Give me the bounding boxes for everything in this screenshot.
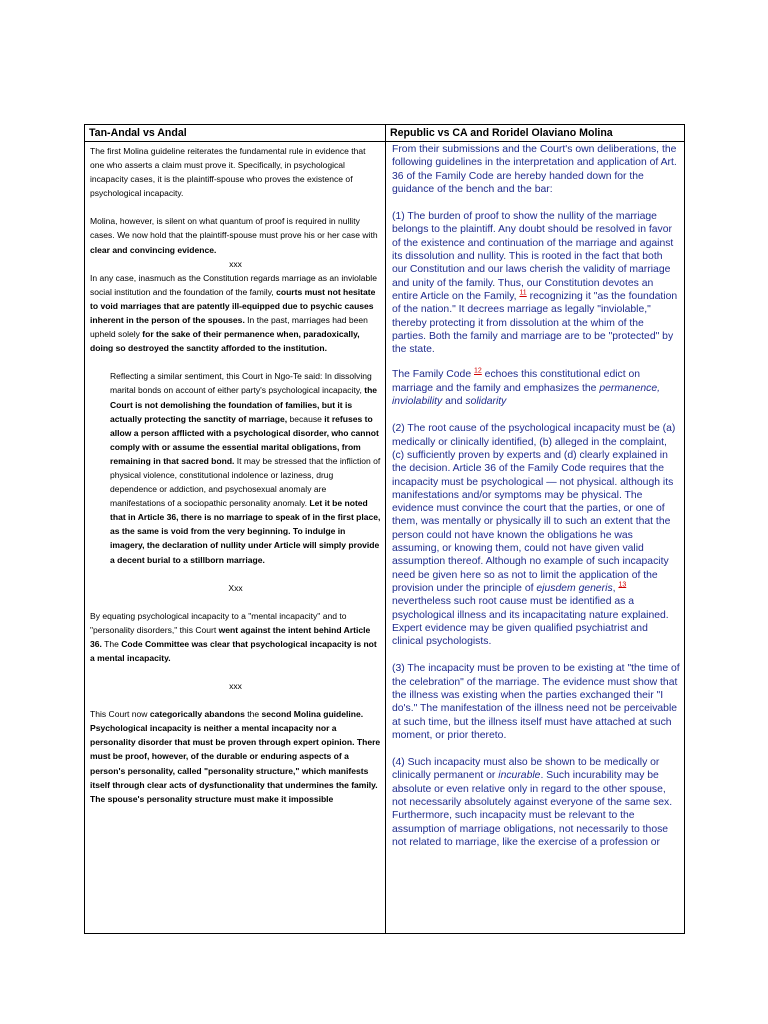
text-run: This Court now (90, 709, 150, 720)
italic-run: solidarity (465, 396, 507, 408)
bold-run: courts must not hesitate to void marriages that are patently ill-equipped due to psychic causes inherent in the person of the spouses. (90, 286, 376, 326)
text-run: the (244, 709, 262, 720)
bold-run: it refuses to allow a person afflicted with a psychological disorder, who cannot comply with or assume the essential marital obligations, from remaining in that sacred bond. (110, 413, 379, 466)
guideline-2 (392, 422, 680, 648)
bold-run: Let it be noted that in Article 36, there is no marriage to speak of in the first place, as the same is void from the very beginning. To indulge in imagery, the declaration of nullity under Article will simply provide a decent burial to a stillborn marriage. (110, 498, 381, 565)
left-column-body (85, 142, 386, 933)
separator-xxx-1: xxx (229, 258, 242, 269)
text-run: echoes this constitutional edict on marriage and the family and emphasizes the (392, 369, 641, 394)
text-run: The (101, 638, 122, 649)
text-run: , (612, 582, 619, 594)
footnote-13-link[interactable]: 13 (618, 581, 627, 589)
text-run: and (442, 396, 466, 408)
text-run: Reflecting a similar sentiment, this Court in Ngo-Te said: In dissolving marital bonds on account of either party's psychological incapacity, (110, 371, 372, 396)
bold-run: categorically abandons (149, 709, 245, 720)
italic-run: permanence, inviolability (392, 382, 661, 408)
italic-run: incurable (498, 770, 541, 782)
text-run: Molina, however, is silent on what quantum of proof is required in nullity cases. We now hold that the plaintiff-spouse must prove his or her case with (90, 216, 378, 241)
separator-xxx-3: xxx (229, 681, 242, 692)
text-run: nevertheless such root cause must be identified as a psychological illness and its incapacitating nature explained. Expert evidence may be given qualified psychiatrist and clinical psychologists. (392, 596, 669, 648)
separator-xxx-2: Xxx (228, 582, 243, 593)
right-column-header: Republic vs CA and Roridel Olaviano Molina (386, 125, 684, 142)
text-run: By equating psychological incapacity to a "mental incapacity" and to "personality disorders," this Court (90, 610, 347, 635)
left-quote-ngo-te (90, 369, 381, 566)
text-run: (1) The burden of proof to show the nullity of the marriage belongs to the plaintiff. Any doubt should be resolved in favor of the existence and continuation of the marriage and against its dissolution and nullity. This is rooted in the fact that both our Constitution and our laws cherish the validity of marriage and unity of the family. Thus, our Constitution devotes an entire Article on the Family, (392, 211, 674, 302)
guideline-4 (392, 756, 680, 849)
bold-run: went against the intent behind Article 36. (90, 624, 371, 649)
bold-run: for the sake of their permanence when, paradoxically, doing so destroyed the sanctity afforded to the institution. (90, 329, 360, 354)
text-run: . Such incurability may be absolute or even relative only in regard to the other spouse, not necessarily absolutely against everyone of the same sex. Furthermore, such incapacity must be relevant to the assumption of marriage obligations, not necessarily to those not related to marriage, like the exercise of a profession or (392, 770, 673, 848)
family-code-paragraph (392, 368, 680, 408)
bold-run: second Molina guideline. Psychological incapacity is neither a mental incapacity nor a personality disorder that must be proven through expert opinion. There must be proof, however, of the durable or enduring aspects of a person's personality, called "personality structure," which manifests itself through clear acts of dysfunctionality that undermines the family. The spouse's personality structure must make it impossible (90, 709, 381, 804)
text-run: because (287, 413, 325, 424)
text-run: In any case, inasmuch as the Constitution regards marriage as an inviolable social institution and the foundation of the family, (90, 272, 377, 297)
left-paragraph-3 (90, 271, 381, 356)
guideline-3: (3) The incapacity must be proven to be existing at "the time of the celebration" of the marriage. The evidence must show that the illness was existing when the parties exchanged their "I do's." The manifestation of the illness need not be perceivable at such time, but the illness itself must have attached at such moment, or prior thereto. (392, 663, 680, 741)
left-paragraph-5 (90, 609, 381, 665)
guideline-1 (392, 210, 680, 356)
text-run: In the past, marriages had been upheld solely (90, 315, 368, 340)
left-paragraph-6 (90, 707, 381, 806)
comparison-table (84, 124, 685, 934)
text-run: The Family Code (392, 369, 474, 381)
left-paragraph-2 (90, 214, 381, 256)
text-run: recognizing it "as the foundation of the nation." It decrees marriage as legally "inviolable," thereby protecting it from dissolution at the whim of the parties. Both the family and marriage are to be "protected" by the state. (392, 290, 678, 356)
bold-run: the Court is not demolishing the foundation of families, but it is actually protecting the sanctity of marriage, (110, 385, 378, 424)
italic-run: ejusdem generis (536, 582, 613, 594)
left-column-header: Tan-Andal vs Andal (85, 125, 386, 142)
footnote-12-link[interactable]: 12 (474, 367, 482, 375)
text-run: It may be stressed that the infliction of physical violence, constitutional indolence or laziness, drug dependence or addiction, and psychosexual anomaly are manifestations of a sociopathic personality anomaly. (110, 455, 381, 509)
left-paragraph-1: The first Molina guideline reiterates the fundamental rule in evidence that one who asserts a claim must prove it. Specifically, in psychological incapacity cases, it is the plaintiff-spouse who proves the existence of psychological incapacity. (90, 146, 366, 199)
text-run: (2) The root cause of the psychological incapacity must be (a) medically or clinically identified, (b) alleged in the complaint, (c) sufficiently proven by experts and (d) clearly explained in the decision. Article 36 of the Family Code requires that the incapacity must be psychological — not physical. although its manifestations and/or symptoms may be physical. The evidence must convince the court that the parties, or one of them, was mentally or physically ill to such an extent that the person could not have known the obligations he was assuming, or knowing them, could not have given valid assumption thereof. Although no example of such incapacity need be given here so as not to limit the application of the provision under the principle of (392, 423, 676, 594)
bold-run: Code Committee was clear that psychological incapacity is not a mental incapacity. (90, 638, 377, 663)
text-run: (4) Such incapacity must also be shown to be medically or clinically permanent or (392, 757, 660, 782)
right-intro: From their submissions and the Court's own deliberations, the following guidelines in the interpretation and application of Art. 36 of the Family Code are hereby handed down for the guidance of the bench and the bar: (392, 144, 677, 195)
footnote-11-link[interactable]: 11 (519, 289, 527, 297)
bold-run: clear and convincing evidence. (90, 244, 217, 255)
right-column-body (386, 142, 684, 933)
